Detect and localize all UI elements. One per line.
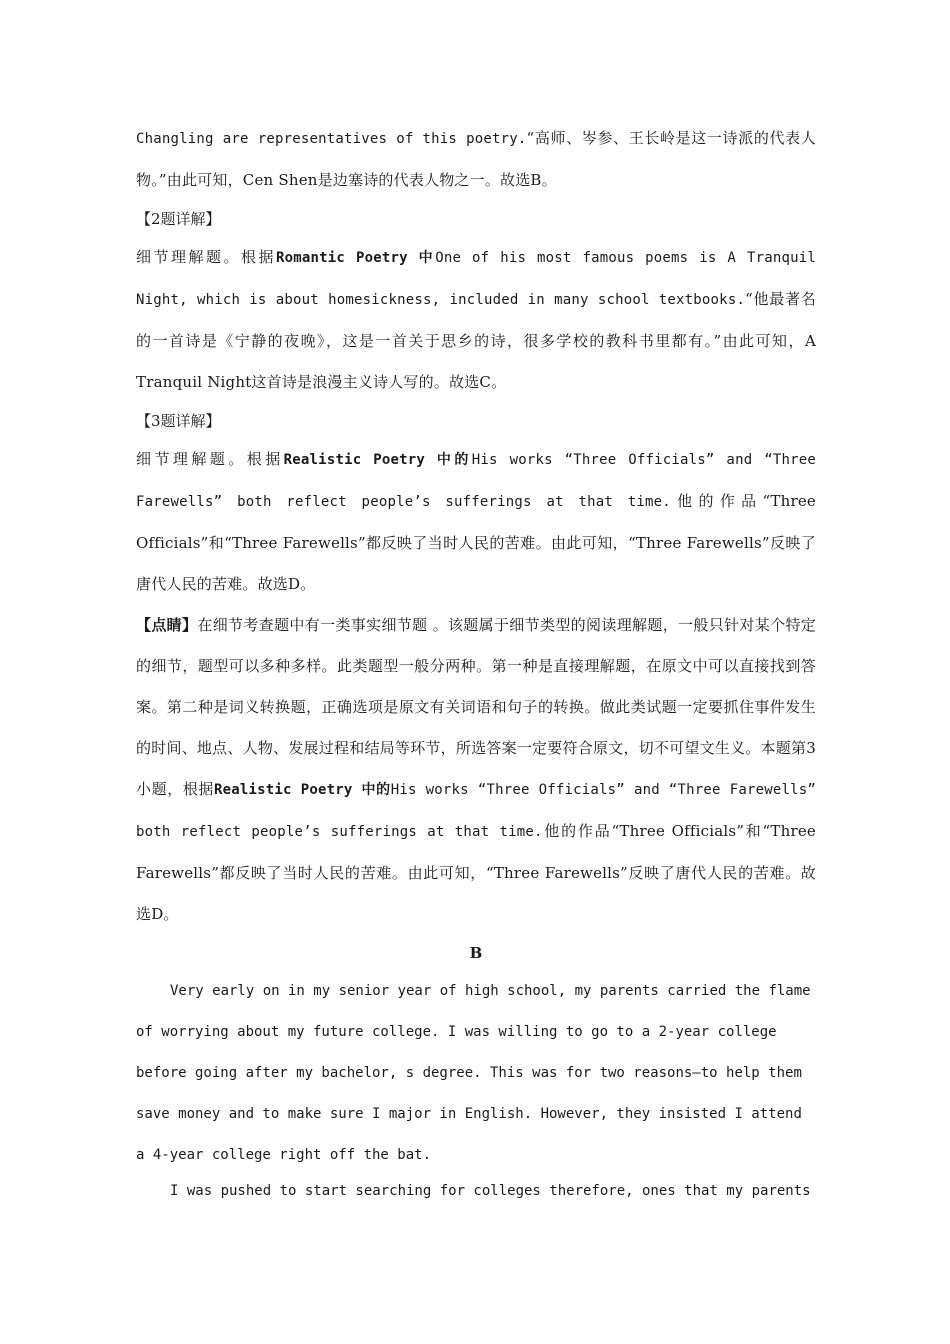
passage-b-paragraph-2: I was pushed to start searching for colleges therefore, ones that my parents <box>170 1183 811 1199</box>
q2-conclusion: 由此可知，A Tranquil Night这首诗是浪漫主义诗人写的。故选C。 <box>136 332 816 391</box>
section-b-title: B <box>469 944 483 962</box>
q3-conclusion: 由此可知，“Three Farewells”反映了唐代人民的苦难。故选D。 <box>136 534 816 593</box>
passage-line: save money and to make sure I major in English. However, they insisted I attend <box>136 1106 802 1122</box>
tip-bold-ref: Realistic Poetry 中的 <box>214 782 391 798</box>
answer-1-quote-zh: “高师、岑参、王长岭是这一诗派的代表人物。”由此可知，Cen Shen是边塞诗的代表人物之一。故选B。 <box>136 129 816 189</box>
q2-heading: 【2题详解】 <box>136 210 221 228</box>
document-page <box>136 118 816 1206</box>
q3-heading: 【3题详解】 <box>136 412 221 430</box>
q3-quote-en: His works “Three Officials” and “Three Farewells” both reflect people’s sufferings at that time. <box>136 452 816 510</box>
tip-label: 【点睛】 <box>136 616 198 634</box>
q3-lead: 细节理解题。根据 <box>136 450 284 468</box>
q2-explanation <box>136 237 816 403</box>
tip-quote-en: His works “Three Officials” and “Three Farewells” both reflect people’s sufferings at that time. <box>136 782 816 840</box>
q2-quote-en: One of his most famous poems is A Tranquil Night, which is about homesickness, included in many school textbooks. <box>136 250 817 308</box>
q3-explanation <box>136 439 816 605</box>
tip-conclusion: 由此可知，“Three Farewells”反映了唐代人民的苦难。故选D。 <box>136 864 816 923</box>
q2-bold-ref: Romantic Poetry 中 <box>276 250 436 266</box>
passage-b-paragraph-1 <box>136 971 816 1176</box>
passage-line: of worrying about my future college. I was willing to go to a 2-year college <box>136 1024 777 1040</box>
tip-quote-zh: 他的作品“Three Officials”和“Three Farewells”都反映了当时人民的苦难。 <box>136 822 817 882</box>
passage-line: before going after my bachelor, s degree. This was for two reasons—to help them <box>136 1065 802 1081</box>
tip-body: 在细节考查题中有一类事实细节题 。该题属于细节类型的阅读理解题，一般只针对某个特定的细节，题型可以多种多样。此类题型一般分两种。第一种是直接理解题，在原文中可以直接找到答案。第二种是词义转换题，正确选项是原文有关词语和句子的转换。做此类试题一定要抓住事件发生的时间、地点、人物、发展过程和结局等环节，所选答案一定要符合原文，切不可望文生义。本题第3小题，根据 <box>136 616 816 798</box>
answer-1-tail <box>136 118 816 201</box>
q3-quote-zh: 他的作品“Three Officials”和“Three Farewells”都反映了当时人民的苦难。 <box>136 492 816 552</box>
q2-lead: 细节理解题。根据 <box>136 248 277 266</box>
passage-line: Very early on in my senior year of high school, my parents carried the flame <box>170 983 811 999</box>
answer-1-quote-en: Changling are representatives of this poetry. <box>136 131 527 147</box>
tip-paragraph <box>136 605 816 935</box>
q3-bold-ref: Realistic Poetry 中的 <box>283 452 472 468</box>
q2-quote-zh: “他最著名的一首诗是《宁静的夜晚》，这是一首关于思乡的诗，很多学校的教科书里都有。” <box>136 290 816 350</box>
passage-line: a 4-year college right off the bat. <box>136 1147 432 1163</box>
